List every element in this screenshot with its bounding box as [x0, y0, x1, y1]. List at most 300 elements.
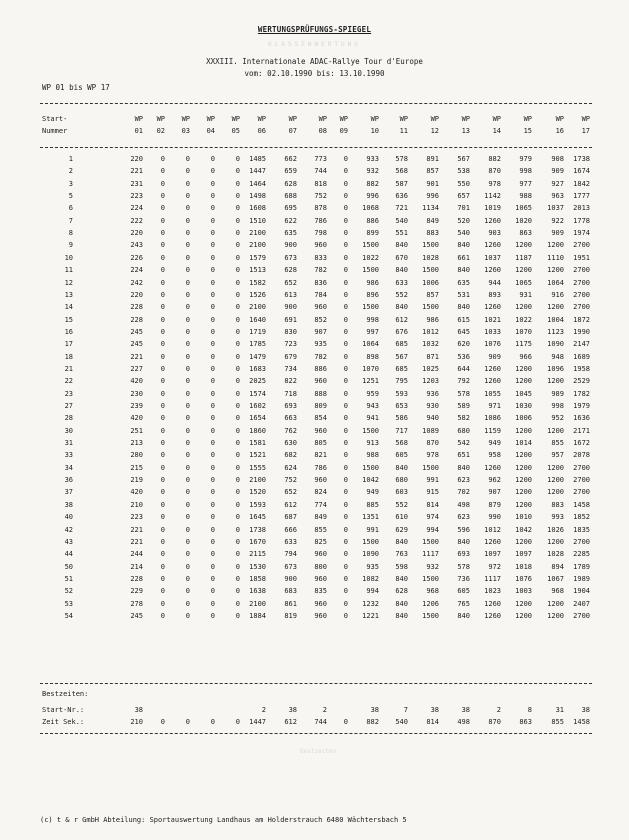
wp-time-cell: 968 — [426, 587, 439, 596]
wp-time-cell: 840 — [395, 266, 408, 275]
wp-time-cell: 623 — [457, 476, 470, 485]
wp-time-cell: 1117 — [484, 574, 501, 583]
wp-time-cell: 857 — [426, 290, 439, 299]
wp-time-cell: 930 — [426, 402, 439, 410]
wp-time-cell: 1860 — [249, 426, 266, 435]
wp-time-cell: 0 — [210, 402, 215, 410]
wp-time-cell: 840 — [395, 574, 408, 583]
wp-time-cell: 1990 — [573, 327, 590, 336]
table-row — [0, 437, 629, 449]
wp-time-cell: 0 — [210, 451, 215, 460]
best-zeit-row-value: 0 — [235, 718, 240, 726]
wp-time-cell: 223 — [130, 513, 143, 522]
wp-time-cell: 840 — [395, 537, 408, 546]
wp-header-label: WP — [231, 115, 240, 123]
wp-time-cell: 0 — [343, 327, 348, 336]
wp-time-cell: 1086 — [484, 414, 501, 423]
wp-time-cell: 960 — [314, 476, 327, 485]
wp-time-cell: 852 — [314, 315, 327, 324]
wp-time-cell: 0 — [343, 241, 348, 250]
table-row — [0, 202, 629, 214]
best-zeit-row-value: 540 — [395, 718, 408, 726]
wp-time-cell: 1200 — [547, 476, 564, 485]
wp-time-cell: 498 — [457, 500, 470, 509]
wp-time-cell: 1200 — [515, 611, 532, 620]
wp-time-cell: 752 — [314, 192, 327, 201]
wp-time-cell: 0 — [160, 364, 165, 373]
wp-time-cell: 0 — [235, 574, 240, 583]
wp-time-cell: 1904 — [573, 587, 590, 596]
wp-time-cell: 220 — [130, 229, 143, 238]
wp-time-cell: 891 — [426, 155, 439, 163]
wp-time-cell: 612 — [395, 315, 408, 324]
wp-time-cell: 1636 — [573, 414, 590, 423]
wp-time-cell: 0 — [185, 513, 190, 522]
wp-time-cell: 1089 — [422, 426, 439, 435]
wp-time-cell: 1064 — [547, 278, 564, 287]
wp-time-cell: 538 — [457, 167, 470, 176]
wp-time-cell: 673 — [284, 562, 297, 571]
wp-column-number: 09 — [339, 127, 348, 135]
wp-time-cell: 900 — [284, 241, 297, 250]
wp-time-cell: 0 — [235, 278, 240, 287]
wp-time-cell: 974 — [426, 513, 439, 522]
wp-time-cell: 0 — [160, 303, 165, 312]
wp-time-cell: 968 — [551, 587, 564, 596]
wp-time-cell: 900 — [284, 303, 297, 312]
wp-time-cell: 972 — [488, 562, 501, 571]
start-number: 33 — [64, 451, 73, 460]
table-row — [0, 153, 629, 165]
wp-time-cell: 1110 — [547, 253, 564, 262]
wp-time-cell: 0 — [235, 352, 240, 361]
wp-time-cell: 1260 — [484, 241, 501, 250]
wp-time-cell: 0 — [343, 513, 348, 522]
wp-header-label: WP — [257, 115, 266, 123]
wp-time-cell: 670 — [395, 253, 408, 262]
wp-time-cell: 0 — [160, 574, 165, 583]
wp-time-cell: 0 — [235, 550, 240, 559]
wp-time-cell: 0 — [343, 414, 348, 423]
wp-time-cell: 0 — [210, 179, 215, 188]
wp-time-cell: 0 — [185, 278, 190, 287]
wp-time-cell: 861 — [284, 599, 297, 608]
best-zeit-row-label: Zeit Sek.: — [42, 718, 85, 726]
wp-time-cell: 1789 — [573, 562, 590, 571]
wp-time-cell: 1260 — [484, 377, 501, 386]
wp-time-cell: 633 — [395, 278, 408, 287]
wp-time-cell: 1033 — [484, 327, 501, 336]
wp-time-cell: 1842 — [573, 179, 590, 188]
wp-time-cell: 628 — [284, 179, 297, 188]
wp-time-cell: 1200 — [515, 500, 532, 509]
wp-time-cell: 1200 — [515, 463, 532, 472]
wp-time-cell: 1738 — [573, 155, 590, 163]
start-number: 34 — [64, 463, 73, 472]
table-row — [0, 499, 629, 511]
wp-time-cell: 567 — [457, 155, 470, 163]
wp-time-cell: 944 — [488, 278, 501, 287]
wp-time-cell: 210 — [130, 500, 143, 509]
wp-time-cell: 849 — [426, 216, 439, 225]
wp-time-cell: 0 — [235, 241, 240, 250]
wp-time-cell: 870 — [488, 167, 501, 176]
bleed-through-text: Bestzeiten — [300, 748, 337, 755]
wp-time-cell: 1500 — [362, 241, 379, 250]
wp-time-cell: 978 — [426, 451, 439, 460]
table-row — [0, 598, 629, 610]
wp-time-cell: 0 — [343, 500, 348, 509]
wp-time-cell: 0 — [235, 537, 240, 546]
start-number: 30 — [64, 426, 73, 435]
wp-time-cell: 1097 — [515, 550, 532, 559]
wp-time-cell: 952 — [551, 414, 564, 423]
wp-time-cell: 1852 — [573, 513, 590, 522]
wp-time-cell: 1200 — [547, 303, 564, 312]
wp-time-cell: 0 — [160, 253, 165, 262]
wp-time-cell: 794 — [284, 550, 297, 559]
wp-time-cell: 971 — [488, 402, 501, 410]
wp-column-number: 10 — [370, 127, 379, 135]
best-start-nr-row-value: 38 — [461, 706, 470, 714]
wp-time-cell: 1251 — [362, 377, 379, 386]
wp-time-cell: 835 — [314, 587, 327, 596]
wp-time-cell: 1200 — [515, 451, 532, 460]
wp-time-cell: 0 — [185, 451, 190, 460]
wp-time-cell: 0 — [343, 315, 348, 324]
wp-time-cell: 551 — [395, 229, 408, 238]
wp-time-cell: 2285 — [573, 550, 590, 559]
wp-time-cell: 1019 — [484, 204, 501, 213]
wp-time-cell: 824 — [314, 488, 327, 497]
wp-time-cell: 0 — [235, 377, 240, 386]
start-number: 27 — [64, 402, 73, 410]
wp-time-cell: 763 — [395, 550, 408, 559]
wp-time-cell: 1200 — [515, 476, 532, 485]
wp-time-cell: 603 — [395, 488, 408, 497]
wp-time-cell: 0 — [343, 352, 348, 361]
wp-time-cell: 988 — [519, 192, 532, 201]
wp-time-cell: 688 — [284, 192, 297, 201]
wp-time-cell: 988 — [366, 451, 379, 460]
wp-time-cell: 251 — [130, 426, 143, 435]
wp-column-number: 12 — [430, 127, 439, 135]
wp-time-cell: 1076 — [484, 340, 501, 349]
wp-time-cell: 819 — [284, 611, 297, 620]
best-zeit-row-value: 863 — [519, 718, 532, 726]
wp-time-cell: 1200 — [515, 266, 532, 275]
wp-column-number: 05 — [231, 127, 240, 135]
wp-time-cell: 1674 — [573, 167, 590, 176]
wp-time-cell: 1200 — [515, 377, 532, 386]
start-number: 14 — [64, 303, 73, 312]
wp-time-cell: 1579 — [249, 253, 266, 262]
wp-time-cell: 1068 — [362, 204, 379, 213]
wp-time-cell: 1064 — [362, 340, 379, 349]
wp-time-cell: 0 — [160, 488, 165, 497]
table-row — [0, 190, 629, 202]
wp-time-cell: 666 — [284, 525, 297, 534]
wp-time-cell: 966 — [519, 352, 532, 361]
wp-time-cell: 1142 — [484, 192, 501, 201]
wp-time-cell: 0 — [235, 204, 240, 213]
wp-time-cell: 215 — [130, 463, 143, 472]
wp-time-cell: 994 — [366, 587, 379, 596]
best-zeit-row-value: 0 — [185, 718, 190, 726]
wp-time-cell: 886 — [366, 216, 379, 225]
wp-time-cell: 1640 — [249, 315, 266, 324]
wp-header-label: WP — [206, 115, 215, 123]
wp-time-cell: 0 — [160, 537, 165, 546]
wp-time-cell: 0 — [343, 303, 348, 312]
wp-time-cell: 1200 — [515, 426, 532, 435]
wp-time-cell: 960 — [314, 426, 327, 435]
wp-time-cell: 0 — [185, 216, 190, 225]
wp-time-cell: 1042 — [362, 476, 379, 485]
wp-time-cell: 833 — [314, 253, 327, 262]
wp-time-cell: 870 — [426, 439, 439, 448]
wp-time-cell: 0 — [343, 599, 348, 608]
table-row — [0, 326, 629, 338]
wp-time-cell: 629 — [395, 525, 408, 534]
wp-time-cell: 800 — [314, 562, 327, 571]
wp-header-label: WP — [134, 115, 143, 123]
wp-time-cell: 1187 — [515, 253, 532, 262]
wp-time-cell: 744 — [314, 167, 327, 176]
wp-time-cell: 226 — [130, 253, 143, 262]
wp-time-cell: 0 — [235, 303, 240, 312]
wp-time-cell: 840 — [457, 537, 470, 546]
wp-time-cell: 1025 — [422, 364, 439, 373]
wp-time-cell: 0 — [343, 451, 348, 460]
start-number: 16 — [64, 327, 73, 336]
table-row — [0, 412, 629, 424]
wp-time-cell: 723 — [284, 340, 297, 349]
wp-time-cell: 0 — [343, 389, 348, 398]
wp-time-cell: 0 — [160, 414, 165, 423]
wp-time-cell: 1872 — [573, 315, 590, 324]
wp-time-cell: 0 — [343, 525, 348, 534]
wp-time-cell: 0 — [185, 229, 190, 238]
wp-time-cell: 222 — [130, 216, 143, 225]
wp-time-cell: 782 — [314, 266, 327, 275]
wp-time-cell: 0 — [160, 599, 165, 608]
wp-time-cell: 0 — [210, 229, 215, 238]
wp-time-cell: 840 — [457, 611, 470, 620]
wp-time-cell: 0 — [235, 587, 240, 596]
table-row — [0, 573, 629, 585]
wp-time-cell: 1012 — [422, 327, 439, 336]
wp-time-cell: 540 — [395, 216, 408, 225]
wp-time-cell: 1555 — [249, 463, 266, 472]
wp-time-cell: 244 — [130, 550, 143, 559]
wp-time-cell: 552 — [395, 500, 408, 509]
wp-time-cell: 898 — [366, 352, 379, 361]
wp-time-cell: 0 — [343, 550, 348, 559]
wp-time-cell: 752 — [284, 476, 297, 485]
wp-time-cell: 1574 — [249, 389, 266, 398]
wp-time-cell: 1200 — [547, 537, 564, 546]
wp-time-cell: 1090 — [362, 550, 379, 559]
wp-time-cell: 0 — [210, 290, 215, 299]
wp-time-cell: 0 — [160, 377, 165, 386]
wp-time-cell: 798 — [314, 229, 327, 238]
wp-time-cell: 0 — [210, 155, 215, 163]
wp-time-cell: 809 — [314, 402, 327, 410]
start-number: 21 — [64, 364, 73, 373]
best-zeit-row-value: 498 — [457, 718, 470, 726]
wp-time-cell: 596 — [457, 525, 470, 534]
wp-time-cell: 1022 — [515, 315, 532, 324]
wp-time-cell: 936 — [426, 389, 439, 398]
start-number: 18 — [64, 352, 73, 361]
table-row — [0, 449, 629, 461]
start-number: 23 — [64, 389, 73, 398]
wp-column-number: 04 — [206, 127, 215, 135]
wp-time-cell: 0 — [185, 402, 190, 410]
wp-column-number: 13 — [461, 127, 470, 135]
wp-time-cell: 0 — [185, 463, 190, 472]
best-start-nr-row-value: 2 — [496, 706, 501, 714]
best-zeit-row-value: 855 — [551, 718, 564, 726]
wp-time-cell: 1159 — [484, 426, 501, 435]
wp-time-cell: 645 — [457, 327, 470, 336]
wp-time-cell: 1500 — [422, 266, 439, 275]
wp-time-cell: 1500 — [362, 266, 379, 275]
wp-time-cell: 1090 — [547, 340, 564, 349]
wp-time-cell: 0 — [235, 439, 240, 448]
wp-time-cell: 2100 — [249, 229, 266, 238]
wp-time-cell: 1500 — [422, 303, 439, 312]
wp-time-cell: 1521 — [249, 451, 266, 460]
wp-time-cell: 957 — [551, 451, 564, 460]
wp-time-cell: 0 — [343, 587, 348, 596]
wp-time-cell: 0 — [160, 500, 165, 509]
wp-time-cell: 2700 — [573, 537, 590, 546]
wp-time-cell: 0 — [235, 414, 240, 423]
wp-time-cell: 1082 — [362, 574, 379, 583]
wp-time-cell: 1593 — [249, 500, 266, 509]
wp-time-cell: 0 — [235, 290, 240, 299]
table-row — [0, 486, 629, 498]
wp-time-cell: 0 — [185, 167, 190, 176]
wp-time-cell: 903 — [488, 229, 501, 238]
wp-time-cell: 661 — [457, 253, 470, 262]
wp-header-label: WP — [339, 115, 348, 123]
wp-header-label: WP — [492, 115, 501, 123]
wp-time-cell: 0 — [160, 290, 165, 299]
wp-time-cell: 0 — [160, 315, 165, 324]
wp-time-cell: 0 — [343, 340, 348, 349]
wp-time-cell: 1260 — [484, 266, 501, 275]
table-bottom-rule — [40, 683, 592, 684]
wp-time-cell: 0 — [160, 562, 165, 571]
wp-time-cell: 620 — [457, 340, 470, 349]
wp-time-cell: 1458 — [573, 500, 590, 509]
wp-time-cell: 0 — [235, 315, 240, 324]
wp-time-cell: 0 — [235, 402, 240, 410]
wp-time-cell: 840 — [457, 266, 470, 275]
wp-time-cell: 0 — [160, 525, 165, 534]
wp-time-cell: 1638 — [249, 587, 266, 596]
wp-time-cell: 622 — [284, 216, 297, 225]
wp-time-cell: 0 — [185, 550, 190, 559]
best-start-nr-row-label: Start-Nr.: — [42, 706, 85, 714]
wp-time-cell: 0 — [210, 303, 215, 312]
start-number: 22 — [64, 377, 73, 386]
wp-time-cell: 821 — [314, 451, 327, 460]
wp-time-cell: 0 — [235, 451, 240, 460]
wp-time-cell: 0 — [235, 229, 240, 238]
wp-time-cell: 0 — [343, 463, 348, 472]
wp-time-cell: 582 — [457, 414, 470, 423]
wp-time-cell: 736 — [457, 574, 470, 583]
wp-time-cell: 224 — [130, 204, 143, 213]
wp-time-cell: 0 — [160, 513, 165, 522]
wp-time-cell: 0 — [210, 278, 215, 287]
table-row — [0, 165, 629, 177]
wp-time-cell: 931 — [519, 290, 532, 299]
best-start-nr-row-value: 2 — [322, 706, 327, 714]
wp-time-cell: 243 — [130, 241, 143, 250]
wp-time-cell: 2700 — [573, 463, 590, 472]
wp-time-cell: 857 — [426, 167, 439, 176]
best-zeit-row-value: 1458 — [573, 718, 590, 726]
wp-time-cell: 624 — [284, 463, 297, 472]
table-row — [0, 400, 629, 412]
wp-time-cell: 1028 — [422, 253, 439, 262]
wp-time-cell: 0 — [185, 611, 190, 620]
wp-time-cell: 1028 — [547, 550, 564, 559]
event-dates: vom: 02.10.1990 bis: 13.10.1990 — [244, 69, 385, 78]
wp-time-cell: 1042 — [515, 525, 532, 534]
wp-time-cell: 0 — [343, 155, 348, 163]
wp-time-cell: 1003 — [515, 587, 532, 596]
wp-time-cell: 0 — [185, 315, 190, 324]
bestzeiten-bottom-rule — [40, 733, 592, 734]
wp-time-cell: 220 — [130, 290, 143, 299]
wp-time-cell: 0 — [160, 179, 165, 188]
wp-time-cell: 786 — [314, 463, 327, 472]
wp-time-cell: 221 — [130, 352, 143, 361]
wp-time-cell: 628 — [395, 587, 408, 596]
wp-time-cell: 0 — [210, 439, 215, 448]
table-row — [0, 363, 629, 375]
wp-time-cell: 1065 — [515, 204, 532, 213]
event-name: XXXIII. Internationale ADAC-Rallye Tour d'Europe — [206, 57, 423, 66]
wp-column-number: 17 — [581, 127, 590, 135]
wp-time-cell: 909 — [551, 167, 564, 176]
wp-time-cell: 0 — [185, 414, 190, 423]
wp-column-number: 01 — [134, 127, 143, 135]
wp-time-cell: 0 — [185, 352, 190, 361]
wp-time-cell: 0 — [160, 451, 165, 460]
wp-time-cell: 765 — [457, 599, 470, 608]
wp-time-cell: 1858 — [249, 574, 266, 583]
wp-time-cell: 1037 — [547, 204, 564, 213]
wp-time-cell: 605 — [457, 587, 470, 596]
wp-time-cell: 1045 — [515, 389, 532, 398]
wp-time-cell: 680 — [395, 476, 408, 485]
wp-time-cell: 1006 — [515, 414, 532, 423]
wp-time-cell: 830 — [284, 327, 297, 336]
wp-time-cell: 1200 — [515, 537, 532, 546]
wp-time-cell: 871 — [426, 352, 439, 361]
wp-time-cell: 0 — [235, 167, 240, 176]
wp-time-cell: 854 — [314, 414, 327, 423]
wp-time-cell: 1670 — [249, 537, 266, 546]
wp-time-cell: 1260 — [484, 599, 501, 608]
